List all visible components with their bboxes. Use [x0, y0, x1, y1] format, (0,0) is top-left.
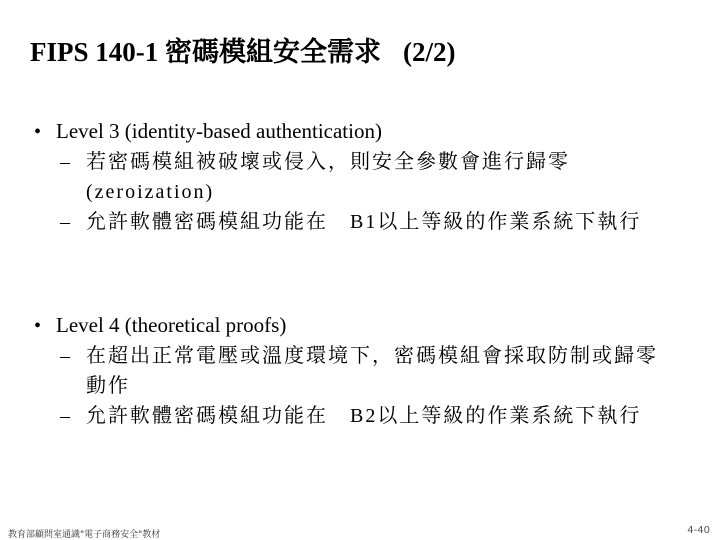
bullet-item	[34, 116, 660, 147]
dash-icon: –	[60, 211, 70, 233]
sub-item-text: 允許軟體密碼模組功能在 B2以上等級的作業系統下執行	[86, 405, 642, 427]
sub-item	[60, 401, 660, 431]
sub-item-text: 在超出正常電壓或溫度環境下，密碼模組會採取防制或歸零動作	[86, 345, 658, 397]
sub-item	[60, 147, 660, 207]
bullet-item	[34, 310, 660, 341]
title-main: FIPS 140-1 密碼模組安全需求	[30, 37, 381, 67]
bullet-heading: Level 3 (identity-based authentication)	[56, 119, 382, 143]
dash-icon: –	[60, 151, 70, 173]
page-number: 4-40	[687, 525, 710, 536]
title-part: (2/2)	[403, 37, 456, 67]
bullet-icon: •	[34, 315, 42, 337]
sub-item-text: 若密碼模組被破壞或侵入，則安全參數會進行歸零 (zeroization)	[86, 151, 570, 203]
section-level-3	[34, 116, 660, 237]
bullet-heading: Level 4 (theoretical proofs)	[56, 313, 287, 337]
sub-item-text: 允許軟體密碼模組功能在 B1以上等級的作業系統下執行	[86, 211, 642, 233]
sub-item	[60, 207, 660, 237]
dash-icon: –	[60, 405, 70, 427]
footer-source: 教育部顧問室通識"電子商務安全"教材	[8, 530, 161, 540]
dash-icon: –	[60, 345, 70, 367]
slide-title	[30, 30, 455, 69]
sub-item	[60, 341, 660, 401]
section-level-4	[34, 310, 660, 431]
bullet-icon: •	[34, 121, 42, 143]
